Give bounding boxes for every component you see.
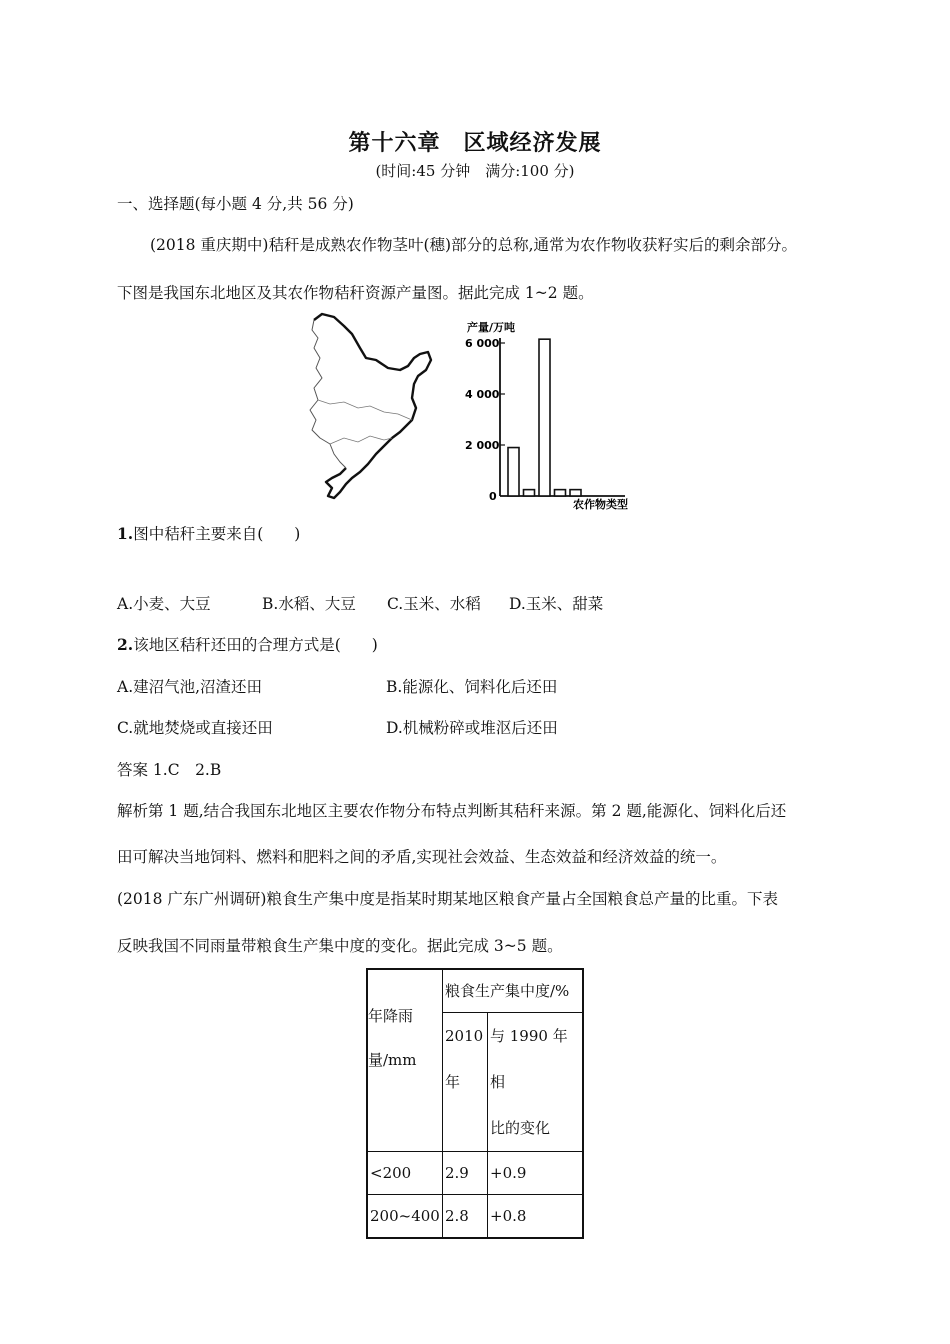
cell-2010: 2.9: [445, 1164, 469, 1182]
header-2010-l1: 2010: [445, 1027, 484, 1045]
passage2-line2: 反映我国不同雨量带粮食生产集中度的变化。据此完成 3~5 题。: [117, 937, 563, 955]
passage2-line1: (2018 广东广州调研)粮食生产集中度是指某时期某地区粮食产量占全国粮食总产量的比重。下表: [117, 890, 778, 908]
question-2-number: 2.: [117, 635, 134, 654]
q2-option-a: A.建沼气池,沼渣还田: [117, 678, 263, 696]
q2-option-d: D.机械粉碎或堆沤后还田: [386, 719, 558, 737]
grain-concentration-table: [366, 968, 584, 1239]
header-group-cell: [443, 969, 584, 1013]
bar-4: [555, 490, 566, 496]
q2-option-b: B.能源化、饲料化后还田: [386, 678, 558, 696]
passage1-line1: (2018 重庆期中)秸秆是成熟农作物茎叶(穗)部分的总称,通常为农作物收获籽实后的剩余部分。: [150, 236, 797, 254]
ytick-label-4000: 4 000: [465, 388, 500, 401]
northeast-china-map: [300, 308, 440, 508]
chart-ylabel: 产量/万吨: [467, 321, 516, 334]
chart-xlabel: 农作物类型: [573, 498, 628, 511]
header-group-label: 粮食生产集中度/%: [445, 982, 570, 1000]
ytick-label-2000: 2 000: [465, 439, 500, 452]
bar-3: [539, 339, 550, 496]
header-rainfall-l2: 量/mm: [368, 1051, 417, 1069]
cell-change: +0.8: [490, 1207, 527, 1225]
passage1-line2: 下图是我国东北地区及其农作物秸秆资源产量图。据此完成 1~2 题。: [117, 284, 594, 302]
map-province-boundary-1: [318, 400, 412, 420]
table-row: [367, 1152, 583, 1195]
table-row: [367, 1195, 583, 1239]
section-heading: 一、选择题(每小题 4 分,共 56 分): [117, 195, 354, 213]
analysis-line1: 解析第 1 题,结合我国东北地区主要农作物分布特点判断其秸秆来源。第 2 题,能源化、饲料化后还: [117, 802, 787, 820]
q1-option-d: D.玉米、甜菜: [509, 595, 604, 613]
bar-1: [508, 448, 519, 496]
header-rainfall-cell: [367, 969, 443, 1152]
question-2-stem: 该地区秸秆还田的合理方式是( ): [133, 636, 378, 654]
map-outline-border: [314, 314, 431, 498]
answer-line: 答案 1.C 2.B: [117, 761, 222, 779]
header-rainfall-l1: 年降雨: [368, 1007, 414, 1025]
question-2: [117, 633, 378, 655]
header-change-l2: 比的变化: [490, 1119, 551, 1137]
straw-output-bar-chart: [455, 320, 655, 515]
map-province-boundary-2: [330, 436, 392, 444]
q1-option-b: B.水稻、大豆: [262, 595, 356, 613]
header-2010-l2: 年: [445, 1073, 461, 1091]
bar-2: [524, 490, 535, 496]
q1-option-a: A.小麦、大豆: [117, 595, 211, 613]
question-1-stem: 图中秸秆主要来自( ): [133, 525, 301, 543]
header-2010-cell: [443, 1013, 488, 1152]
cell-2010: 2.8: [445, 1207, 469, 1225]
header-change-l1: 与 1990 年相: [490, 1027, 568, 1091]
ytick-label-0: 0: [489, 490, 497, 503]
page-title: 第十六章 区域经济发展: [348, 130, 602, 156]
header-change-cell: [488, 1013, 584, 1152]
bar-5: [570, 490, 581, 496]
question-1-number: 1.: [117, 524, 134, 543]
analysis-line2: 田可解决当地饲料、燃料和肥料之间的矛盾,实现社会效益、生态效益和经济效益的统一。: [117, 848, 727, 866]
exam-info: (时间:45 分钟 满分:100 分): [375, 162, 575, 180]
q2-option-c: C.就地焚烧或直接还田: [117, 719, 273, 737]
bars-group: [508, 339, 581, 496]
q1-option-c: C.玉米、水稻: [387, 595, 481, 613]
cell-rainfall: <200: [370, 1164, 412, 1182]
question-1: [117, 522, 300, 544]
ytick-label-6000: 6 000: [465, 337, 500, 350]
cell-rainfall: 200~400: [370, 1207, 440, 1225]
map-outline-west: [310, 320, 346, 468]
cell-change: +0.9: [490, 1164, 527, 1182]
